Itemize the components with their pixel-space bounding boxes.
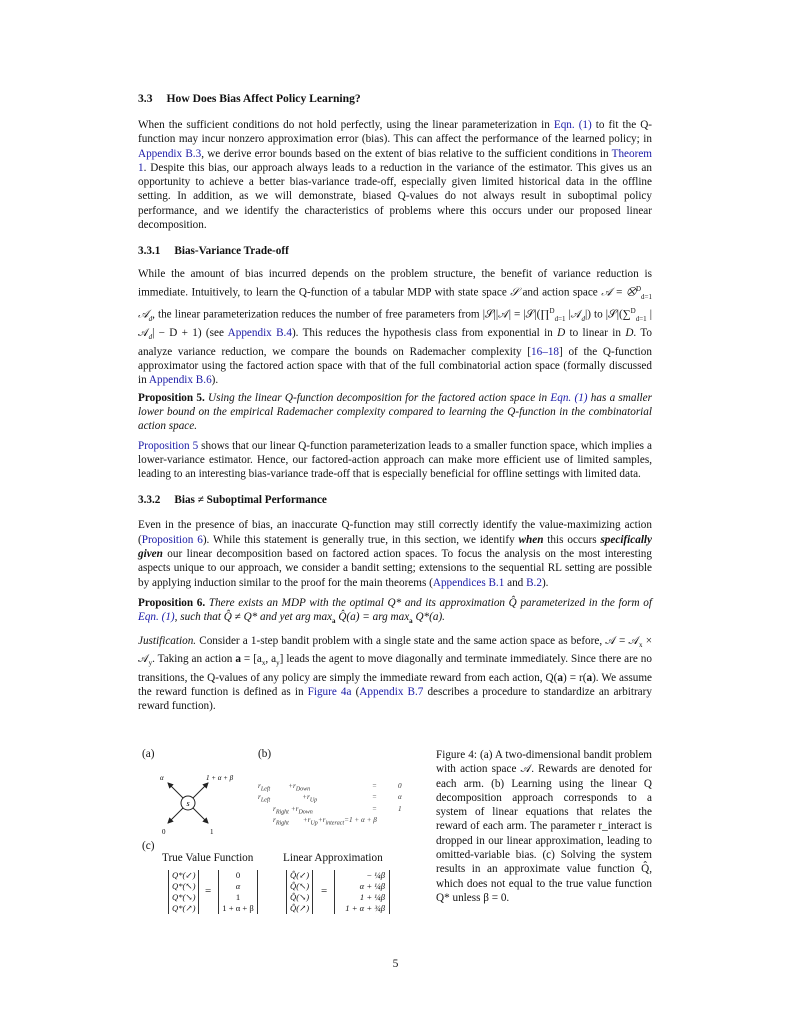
page-number: 5 bbox=[392, 958, 399, 970]
link-proposition-5[interactable]: Proposition 5 bbox=[138, 439, 199, 452]
link-appendix-b3[interactable]: Appendix B.3 bbox=[138, 147, 202, 160]
linear-approx-heading: Linear Approximation bbox=[283, 852, 383, 864]
equals-sign: = bbox=[205, 885, 212, 897]
link-eqn-1[interactable]: Eqn. (1) bbox=[553, 119, 592, 131]
section-heading-3-3-2: 3.3.2 Bias ≠ Suboptimal Performance bbox=[138, 494, 327, 507]
approx-q-vector: Q̂(↙) Q̂(↖) Q̂(↘) Q̂(↗) bbox=[286, 870, 313, 914]
proposition-5-discussion: Proposition 5 shows that our linear Q-function parameterization leads to a smaller function space, which implies a lower-variance estimator. Hence, our factored-action approach can make more efficient use of limited samples, leading to an interesting bias-variance trade-off that is especially beneficial for offline settings with limited data. bbox=[138, 439, 652, 481]
link-proposition-6[interactable]: Proposition 6 bbox=[141, 533, 203, 546]
true-q-vector: Q*(↙) Q*(↖) Q*(↘) Q*(↗) bbox=[168, 870, 199, 914]
equation-row: $r_{Left} +r_{Down}$ = 0 bbox=[258, 782, 402, 793]
figure-4 bbox=[138, 748, 652, 924]
link-appendix-b7[interactable]: Appendix B.7 bbox=[359, 686, 424, 699]
state-node-label: s bbox=[186, 799, 190, 808]
figure-label-c: (c) bbox=[142, 840, 155, 852]
bandit-diagram bbox=[148, 768, 248, 838]
link-eqn-1-prop6[interactable]: Eqn. (1) bbox=[138, 611, 175, 624]
figure-label-b: (b) bbox=[258, 748, 272, 760]
link-appendix-b6[interactable]: Appendix B.6 bbox=[148, 374, 212, 387]
true-value-heading: True Value Function bbox=[162, 852, 254, 864]
link-eqn-1-prop5[interactable]: Eqn. (1) bbox=[550, 391, 588, 404]
reward-down-right: 1 bbox=[210, 828, 214, 836]
link-theorem-1[interactable]: Theorem 1 bbox=[138, 147, 652, 174]
equation-row: $r_{Right} +r_{Up}+r_{interact}=1 + \alpha + \beta$ bbox=[273, 816, 377, 827]
link-appendix-b2[interactable]: B.2 bbox=[526, 576, 542, 589]
page-body bbox=[138, 92, 652, 714]
true-reward-vector: 0 α 1 1 + α + β bbox=[218, 870, 258, 914]
reward-up-right: 1 + α + β bbox=[206, 774, 234, 782]
figure-4-caption: Figure 4: (a) A two-dimensional bandit problem with action space 𝒜. Rewards are denoted for each arm. (b) Learning using the linear Q decomposition approach corresponds to a system of linear equations that relates the reward of each arm. The parameter r_interact is dropped in our linear approximation, leading to omitted-variable bias. (c) Solving the system results in an approximate value function Q̂, which does not equal to the true value function Q* unless β = 0. bbox=[436, 749, 652, 904]
link-appendix-b4[interactable]: Appendix B.4 bbox=[227, 327, 292, 340]
equation-row: $r_{Left} +r_{Up}$ = α bbox=[258, 793, 402, 804]
section-3-3-paragraph: When the sufficient conditions do not hold perfectly, using the linear parameterization in Eqn. (1) to fit the Q-function may incur nonzero approximation error (bias). This can affect the performance of the learned policy; in Appendix B.3, we derive error bounds based on the extent of bias relative to the sufficient conditions in Theorem 1. Despite this bias, our approach always leads to a reduction in the variance of the estimator. This gives us an opportunity to achieve a better bias-variance trade-off, especially given limited historical data in the offline setting. In addition, as we will demonstrate, biased Q-values do not always result in suboptimal policy performance, and we identify the characteristics of problems where this occurs under our proposed linear decomposition. bbox=[138, 119, 652, 232]
justification-paragraph: Justification. Consider a 1-step bandit problem with a single state and the same action space as before, 𝒜 = 𝒜$_x$ × 𝒜$_y$. Taking an action $a = [a_x$, $a_y$] leads the agent to move diagonally and terminate immediately. Since there are no transitions, the Q-values of any policy are simply the immediate reward from each action, Q(a) = r(a). We assume the reward function is defined as in Figure 4a (Appendix B.7 describes a procedure to standardize an arbitrary reward function). bbox=[138, 634, 653, 713]
approx-value-vector: − ¼β α + ¼β 1 + ¼β 1 + α + ¾β bbox=[334, 870, 390, 914]
equals-sign: = bbox=[321, 885, 328, 897]
figure-label-a: (a) bbox=[142, 748, 155, 760]
link-figure-4a[interactable]: Figure 4a bbox=[307, 686, 352, 699]
section-heading-3-3: 3.3 How Does Bias Affect Policy Learning? bbox=[138, 92, 361, 105]
equation-row: $r_{Right} +r_{Down}$ = 1 bbox=[273, 805, 402, 816]
proposition-5: Proposition 5. Using the linear Q-function decomposition for the factored action space in Eqn. (1) has a smaller lower bound on the empirical Rademacher complexity compared to learning the Q-function in the combinatorial action space. bbox=[138, 391, 652, 433]
link-appendices-b1[interactable]: Appendices B.1 bbox=[432, 576, 505, 589]
reward-up-left: α bbox=[160, 774, 164, 782]
section-3-3-2-paragraph: Even in the presence of bias, an inaccurate Q-function may still correctly identify the value-maximizing action (Proposition 6). While this statement is generally true, in this section, we identify when this occurs specifically given our linear decomposition based on factored action spaces. To focus the analysis on the most interesting aspects unique to our approach, we consider a bandit setting; extensions to the sequential RL setting are possible by applying induction similar to the proof for the main theorems (Appendices B.1 and B.2). bbox=[138, 519, 652, 589]
section-heading-3-3-1: 3.3.1 Bias-Variance Trade-off bbox=[138, 245, 289, 258]
section-3-3-1-paragraph: While the amount of bias incurred depends on the problem structure, the benefit of variance reduction is immediate. Intuitively, to learn the Q-function of a tabular MDP with state space 𝒮 and action space 𝒜 = ⨂$^D_{d=1}$ 𝒜$_d$, the linear parameterization reduces the number of free parameters from |𝒮||𝒜| = |𝒮|(∏$^D_{d=1}$ |𝒜$_d$|) to |𝒮|(∑$^D_{d=1}$ |𝒜$_d$| − D + 1) (see Appendix B.4). This reduces the hypothesis class from exponential in D to linear in D. To analyze variance reduction, we compare the bounds on Rademacher complexity [16–18] of the Q-function approximator using the factored action space with that of the full combinatorial action space (formally discussed in Appendix B.6). bbox=[138, 268, 653, 387]
link-citation-16-18[interactable]: 16–18 bbox=[531, 345, 559, 358]
reward-down-left: 0 bbox=[162, 828, 166, 836]
proposition-6: Proposition 6. There exists an MDP with the optimal Q* and its approximation Q̂ parameterized in the form of Eqn. (1), such that Q̂ ≠ Q* and yet arg $\max_a$ Q̂(a) = arg $\max_a Q*(a)$. bbox=[138, 596, 652, 626]
